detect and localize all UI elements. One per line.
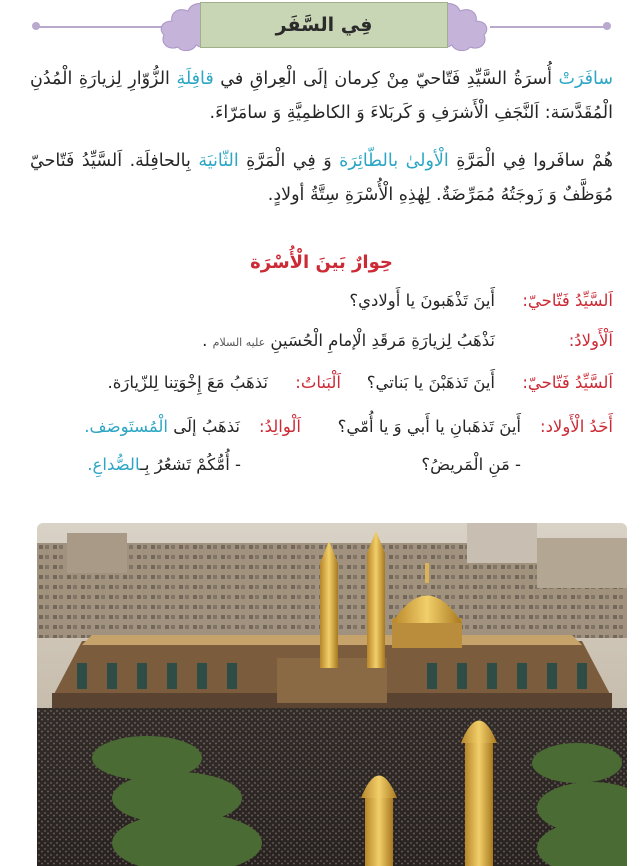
dialog-text: - أُمُّكُمْ تَشعُرُ بِـالصُّداعِ. (87, 455, 241, 474)
dialog-line (20, 455, 613, 485)
dialog-line (20, 417, 613, 447)
dialog-text: أَينَ تَذْهَبونَ يا أَولادي؟ (349, 291, 495, 310)
intro-paragraph-1 (30, 62, 613, 130)
dialog-speaker: اَلْأَولادُ: (568, 331, 613, 350)
divider-line-left (36, 26, 166, 28)
vocab-word: سافَرَتْ (558, 69, 613, 89)
dialog-line (20, 373, 613, 403)
intro-paragraph-2 (30, 144, 613, 212)
dialog-text: نَذهَبُ مَعَ إِخْوَتِنا لِلزّيارَة. (107, 373, 268, 392)
dialog-title: حِوارٌ بَينَ الْأُسْرَة (250, 252, 393, 273)
divider-dot-right (603, 22, 611, 30)
dialog-speaker: اَلْبَناتُ: (295, 373, 341, 392)
paragraph-text: الزُّوّارِ لِزيارَةِ الْمُدُنِ الْمُقَدَّسَة: اَلنَّجَفِ الْأَشرَفِ وَ كَربَلاءَ وَ الكاظمِيَّةِ وَ سامَرّاءَ. (30, 69, 613, 123)
dialog-speaker: اَلسَّيِّدُ فَتّاحيّ: (522, 291, 613, 310)
paragraph-text (398, 151, 405, 171)
vocab-word: الْمُستَوصَف. (84, 417, 168, 436)
paragraph-text: هُمْ سافَروا فِي الْمَرَّةِ (448, 151, 613, 171)
dialog-line (20, 331, 613, 361)
vocab-word: الْأولىٰ (405, 151, 449, 171)
paragraph-text: بِالحافِلَة. اَلسَّيِّدُ فَتّاحيّ مُوَظَّفٌ وَ زَوجَتُهُ مُمَرِّضَةٌ. لِهٰذِهِ الْأُسْرَةِ سِتَّةُ أولادٍ. (30, 151, 613, 205)
dialog-speaker: اَلْوالِدُ: (259, 417, 301, 436)
lesson-title: فِي السَّفَر (200, 2, 448, 48)
shrine-photo (37, 523, 627, 866)
dialog-speaker: أَحَدُ الْأَولاد: (540, 417, 613, 436)
dialog-text: - مَنِ الْمَريضُ؟ (421, 455, 521, 474)
dialog-text: أَينَ تَذهَبْنَ يا بَناتي؟ (366, 373, 495, 392)
vocab-word: بالطّائِرَة (339, 151, 399, 171)
dialog-speaker: اَلسَّيِّدُ فَتّاحيّ: (522, 373, 613, 392)
vocab-word: الصُّداعِ. (87, 455, 140, 474)
dialog-line (20, 291, 613, 321)
dialog-text: نَذهَبُ إلَى الْمُستَوصَف. (84, 417, 240, 436)
shrine-illustration (37, 523, 627, 866)
divider-dot-left (32, 22, 40, 30)
dialog-text: أَينَ تَذهَبانِ يا أَبي وَ يا أُمّي؟ (337, 417, 521, 436)
paragraph-text: أُسرَةُ السَّيِّدِ فَتّاحيّ مِنْ كِرمان إلَى الْعِراقِ في (213, 69, 559, 89)
honorific-symbol: عليه السلام (212, 336, 266, 349)
dialog-text: نَذْهَبُ لِزيارَةِ مَرقَدِ الْإمامِ الْحُسَينِ عليه السلام . (202, 331, 495, 350)
divider-line-right (490, 26, 607, 28)
paragraph-text: وَ فِي الْمَرَّةِ (238, 151, 340, 171)
vocab-word: الثّانيَة (198, 151, 239, 171)
vocab-word: قافِلَةِ (176, 69, 214, 89)
